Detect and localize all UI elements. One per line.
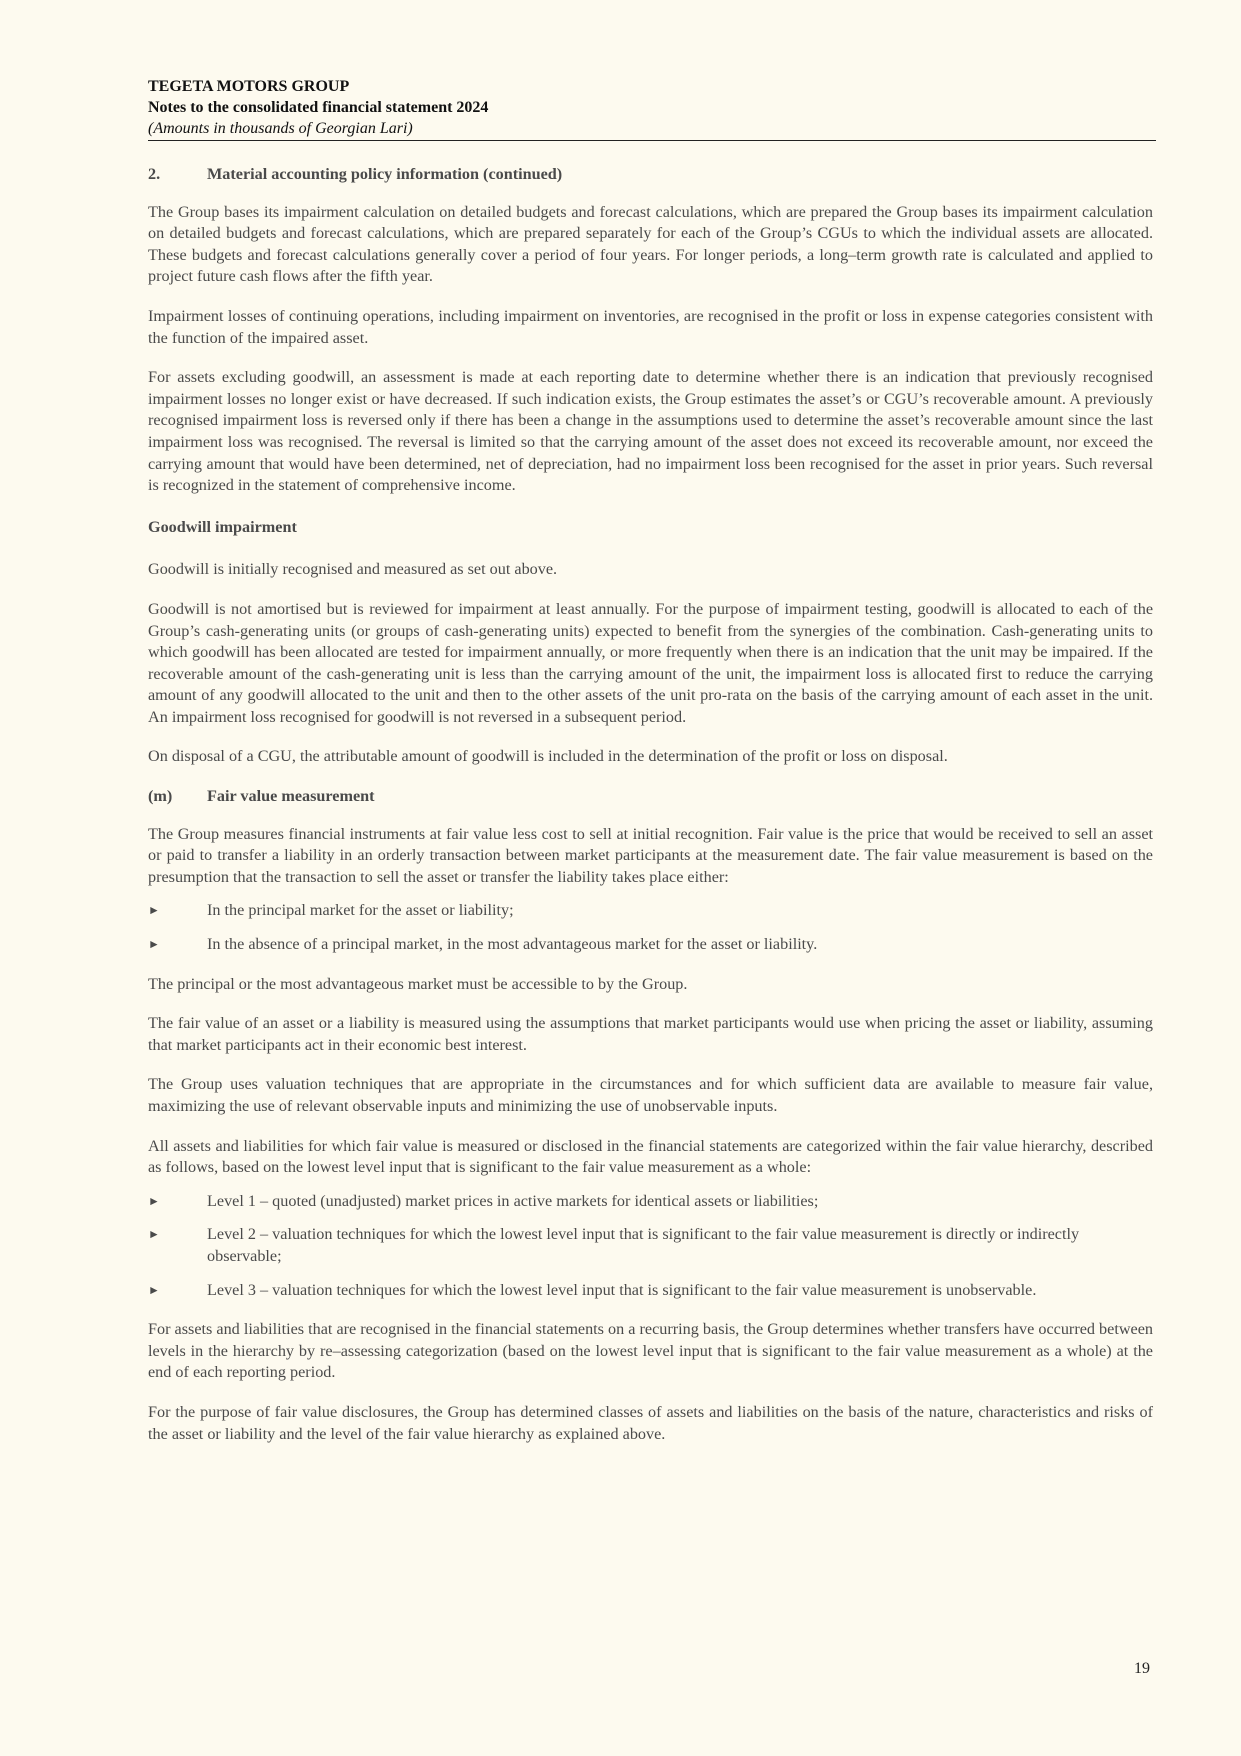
list-item-text: Level 1 – quoted (unadjusted) market prices in active markets for identical assets or liabilities;: [207, 1191, 819, 1210]
paragraph: All assets and liabilities for which fair value is measured or disclosed in the financial statements are categorized within the fair value hierarchy, described as follows, based on the lowest level input that is significant to the fair value measurement as a whole:: [148, 1136, 1153, 1177]
paragraph: On disposal of a CGU, the attributable amount of goodwill is included in the determination of the profit or loss on disposal.: [148, 747, 948, 766]
paragraph: The Group bases its impairment calculation on detailed budgets and forecast calculations, which are prepared the Group bases its impairment calculation on detailed budgets and forecast calculations, which are prepared separately for each of the Group’s CGUs to which the individual assets are allocated. These budgets and forecast calculations generally cover a period of four years. For longer periods, a long–term growth rate is calculated and applied to project future cash flows after the fifth year.: [148, 202, 1153, 286]
amounts-note: (Amounts in thousands of Georgian Lari): [148, 120, 413, 137]
section-title: Material accounting policy information (continued): [207, 165, 563, 183]
subsection-label: (m): [148, 787, 173, 806]
list-item-text: Level 2 – valuation techniques for which the lowest level input that is significant to the fair value measurement is directly or indirectly observable;: [207, 1225, 1080, 1265]
header-divider: [148, 140, 1156, 141]
document-title: Notes to the consolidated financial statement 2024: [148, 99, 489, 116]
company-name: TEGETA MOTORS GROUP: [148, 78, 350, 95]
list-item: [148, 900, 1153, 922]
paragraph: For the purpose of fair value disclosures, the Group has determined classes of assets and liabilities on the basis of the nature, characteristics and risks of the asset or liability and the level of the fair value hierarchy as explained above.: [148, 1402, 1153, 1443]
page-header: [148, 76, 1156, 141]
list-item: [148, 1280, 1153, 1302]
bullet-arrow-icon: ►: [148, 937, 160, 952]
list-item: [148, 934, 1153, 956]
list-item-text: In the absence of a principal market, in the most advantageous market for the asset or liability.: [207, 935, 818, 954]
list-item-text: Level 3 – valuation techniques for which the lowest level input that is significant to the fair value measurement is unobservable.: [207, 1280, 1037, 1299]
paragraph: Goodwill is not amortised but is reviewed for impairment at least annually. For the purpose of impairment testing, goodwill is allocated to each of the Group’s cash-generating units (or groups of cash-generating units) expected to benefit from the synergies of the combination. Cash-generating units to which goodwill has been allocated are tested for impairment annually, or more frequently when there is an indication that the unit may be impaired. If the recoverable amount of the cash-generating unit is less than the carrying amount of the unit, the impairment loss is allocated first to reduce the carrying amount of any goodwill allocated to the unit and then to the other assets of the unit pro-rata on the basis of the carrying amount of each asset in the unit. An impairment loss recognised for goodwill is not reversed in a subsequent period.: [148, 599, 1153, 726]
list-item-text: In the principal market for the asset or liability;: [207, 901, 514, 920]
list-item: [148, 1224, 1153, 1267]
goodwill-heading: Goodwill impairment: [148, 517, 297, 536]
page-body: [148, 164, 1153, 1463]
list-item: [148, 1191, 1153, 1213]
subsection-title: Fair value measurement: [207, 787, 375, 806]
bullet-arrow-icon: ►: [148, 1282, 160, 1297]
paragraph: Goodwill is initially recognised and measured as set out above.: [148, 560, 558, 579]
page-number: 19: [1134, 1660, 1150, 1677]
paragraph: The Group uses valuation techniques that are appropriate in the circumstances and for which sufficient data are available to measure fair value, maximizing the use of relevant observable inputs and minimizing the use of unobservable inputs.: [148, 1075, 1153, 1115]
paragraph: Impairment losses of continuing operations, including impairment on inventories, are recognised in the profit or loss in expense categories consistent with the function of the impaired asset.: [148, 306, 1153, 347]
paragraph: The fair value of an asset or a liability is measured using the assumptions that market participants would use when pricing the asset or liability, assuming that market participants act in their economic best interest.: [148, 1014, 1153, 1054]
bullet-arrow-icon: ►: [148, 1193, 160, 1208]
fair-value-heading: [148, 786, 1153, 808]
bullet-arrow-icon: ►: [148, 903, 160, 918]
section-number: 2.: [148, 165, 161, 183]
section-heading: [148, 164, 1153, 186]
paragraph: The Group measures financial instruments at fair value less cost to sell at initial recognition. Fair value is the price that would be received to sell an asset or paid to transfer a liability in an orderly transaction between market participants at the measurement date. The fair value measurement is based on the presumption that the transaction to sell the asset or transfer the liability takes place either:: [148, 824, 1153, 886]
bullet-arrow-icon: ►: [148, 1227, 160, 1242]
paragraph: For assets excluding goodwill, an assessment is made at each reporting date to determine whether there is an indication that previously recognised impairment losses no longer exist or have decreased. If such indication exists, the Group estimates the asset’s or CGU’s recoverable amount. A previously recognised impairment loss is reversed only if there has been a change in the assumptions used to determine the asset’s recoverable amount since the last impairment loss was recognised. The reversal is limited so that the carrying amount of the asset does not exceed its recoverable amount, nor exceed the carrying amount that would have been determined, net of depreciation, had no impairment loss been recognised for the asset in prior years. Such reversal is recognized in the statement of comprehensive income.: [148, 368, 1153, 495]
paragraph: For assets and liabilities that are recognised in the financial statements on a recurring basis, the Group determines whether transfers have occurred between levels in the hierarchy by re–assessing categorization (based on the lowest level input that is significant to the fair value measurement as a whole) at the end of each reporting period.: [148, 1320, 1153, 1382]
paragraph: The principal or the most advantageous market must be accessible to by the Group.: [148, 974, 688, 993]
